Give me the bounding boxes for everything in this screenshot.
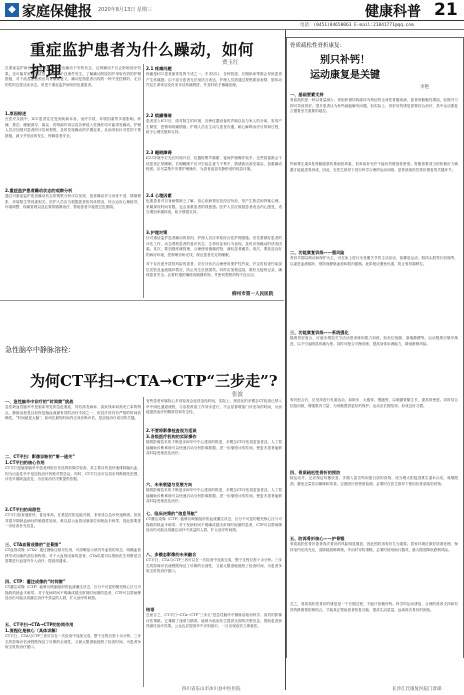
article3-paragraph: 随着骨折愈合，可逐步增加关节活动度训练和肌力训练，如坐位抬腿、靠墙静蹲等。运动强度应循序渐进，以不引起明显疼痛为度。同时可配合平衡训练，提高身体协调能力，降低跌倒风险。 bbox=[290, 336, 458, 346]
article2-paragraph: CT灌注成像（CTP）能够反映脑组织的血流灌注状态，区分不可逆的梗死核心区与可挽救的缺血半暗带。对于发病时间不明确或超出常规时间窗的患者，CTP可以帮助筛选出仍可能从再灌注治疗中获益的人群，扩大治疗时间窗。 bbox=[5, 585, 141, 601]
article1-author: 贾玉红 bbox=[222, 60, 239, 66]
article3-author: 李艳 bbox=[420, 85, 429, 90]
article2-paragraph: 总而言之，CT平扫→CTA→CTP“三步走”是急性脑卒中静脉溶栓前科学、高效的影像评估策略。它兼顾了速度与精准，能够为临床医生提供全面的决策信息，帮助患者获得最佳治疗效果。公众也应提高卒中识别意识，一旦出现症状立即就医。 bbox=[146, 613, 282, 629]
article1-paragraph: ICU环境中灯光长时间开启、仪器报警声频繁、夜间护理操作较多，这些因素都会干扰患者正常睡眠。长期睡眠不足可引起注意力不集中、情绪波动甚至谵妄，加重躁动程度。应尽量集中安排护理操作，为患者创造安静舒适的休息环境。 bbox=[146, 156, 282, 172]
article2-paragraph: CT平扫、CTA与CTP三者可以在一次检查中连续完成，整个过程仅需十余分钟。三步走的影像评估流程既保证了诊断的全面性，又最大限度地缩短了检查时间，为患者争取宝贵的治疗窗口。 bbox=[5, 634, 141, 650]
newspaper-logo-icon: ◆ bbox=[5, 3, 19, 17]
article1-affiliation: 柳州市第一人民医院 bbox=[232, 292, 274, 297]
article3-paragraph: 总之，骨质疏松性骨折的康复是一个长期过程，不能只依赖补钙。科学的运动康复、合理的营养支持和有效的跌倒预防相结合，才能真正帮助患者恢复功能，提高生活质量，远离再次骨折的困扰。 bbox=[290, 602, 458, 612]
article3-paragraph: 骨折早期以制动和保护为主，可在床上进行未受累关节的主动活动，如踝泵运动、股四头肌等长收缩等，以促进血液循环，预防深静脉血栓和肌肉萎缩。此阶段应避免负重，防止骨折端移位。 bbox=[290, 256, 458, 266]
article1-paragraph: 在重症监护病房内，患者时常表现出躁动不安的状态，这种躁动不仅会影响治疗效果，还可能导致意外拔管、坠床等不良事件发生。了解躁动的原因并采取有效的护理措施，对于改善患者预后具有重要意义。躁动是指患者出现的一种不受控制的、无目的性的过度活动状态，常见于重症监护病房的危重患者。 bbox=[5, 66, 141, 87]
article2-paragraph: 随着影像技术的不断进步和卒中中心建设的推进，多模态CT评估将更加普及。人工智能辅助诊断系统可以快速自动分析影像数据，进一步缩短评估时间，使更多患者能够及时接受规范化治疗。 bbox=[146, 440, 282, 456]
article-separator bbox=[0, 300, 284, 301]
article2-kicker: 急性脑卒中静脉溶栓： bbox=[5, 346, 75, 354]
article1-subheading: 2.3 睡眠障碍 bbox=[146, 150, 172, 155]
article3-subheading: 四、骨质疏松性骨折的预防 bbox=[290, 470, 341, 475]
article2-author: 张波 bbox=[232, 392, 244, 398]
article1-paragraph: 患者进入ICU后，面对陌生的环境、各种仪器设备的声响以及与家人的分离，容易产生紧张、恐惧和烦躁情绪。护理人员应主动与患者沟通，耐心解释治疗目的和过程，给予心理安慰和支持。 bbox=[146, 119, 282, 135]
article2-subheading: 一、急性脑卒中诊疗的“时间窗”挑战 bbox=[5, 399, 74, 404]
article1-subheading: 2.2 烦躁情绪 bbox=[146, 113, 172, 118]
article2-subheading: 二、CT平扫：影像诊断的“第一道关” bbox=[5, 454, 76, 459]
article3-paragraph: 除运动外，还应保证均衡饮食，多摄入富含钙和蛋白质的食物，适当晒太阳促进维生素D合成。戒烟限酒，避免过量饮用咖啡和浓茶。定期进行骨密度检测，必要时在医生指导下使用抗骨质疏松药物。 bbox=[290, 476, 458, 486]
article1-paragraph: 针对重症监护患者躁动的原因，护理人员应采取综合性护理措施。首先要做好患者的评估工作，动态观察患者的意识状态、生命体征和行为表现，及时识别躁动的诱发因素。其次，要加强疼痛管理，合理使用镇痛药物，减轻患者痛苦。再次，要营造良好的病房环境，控制噪音和光线，保证患者充足的睡眠。 bbox=[146, 236, 282, 257]
article1-subheading: 1.原因综述 bbox=[5, 111, 27, 116]
article1-paragraph: 对于存在意外拔管风险的患者，应在评估后合理使用保护性约束，并定时检查约束部位皮肤及血液循环情况，防止发生皮肤损伤。同时应加强巡视，做好交接班记录，确保患者安全。必要时遵医嘱使用镇静药物，并密切观察药物不良反应。 bbox=[146, 262, 282, 278]
article3-paragraph: 骨折愈合后，应坚持进行负重运动，如散步、太极拳、慢跑等，以刺激骨骼生长，提高骨密度。同时结合抗阻训练，增强肌肉力量，为骨骼提供更好的保护。运动应长期坚持，形成良好习惯。 bbox=[290, 398, 458, 408]
issue-date: 2020年8月13日 星期三 bbox=[98, 7, 152, 13]
article2-paragraph: CT血管成像（CTA）通过静脉注射对比剂，可清晰显示颅内外血管的形态，明确血管狭窄或闭塞的部位和程度。对于大血管闭塞的患者，CTA结果可以帮助医生判断是否需要进行血管内介入治疗，提高再通率。 bbox=[5, 548, 141, 564]
article1-subheading: 2.重症监护患者躁动状态的观察分析 bbox=[5, 188, 73, 193]
article1-subheading: 2.4 心理因素 bbox=[146, 193, 172, 198]
article2-paragraph: CT平扫、CTA与CTP三者可以在一次检查中连续完成，整个过程仅需十余分钟。三步走的影像评估流程既保证了诊断的全面性，又最大限度地缩短了检查时间，为患者争取宝贵的治疗窗口。 bbox=[146, 558, 282, 574]
article2-paragraph: 随着影像技术的不断进步和卒中中心建设的推进，多模态CT评估将更加普及。人工智能辅助诊断系统可以快速自动分析影像数据，进一步缩短评估时间，使更多患者能够及时接受规范化治疗。 bbox=[146, 488, 282, 504]
section-title-right: 健康科普 bbox=[365, 4, 421, 20]
article2-paragraph: 急性缺血性脑卒中是临床常见的急危重症，具有高发病率、高致残率和高死亡率的特点。静脉溶栓是目前恢复脑血流最有效的治疗手段之一，但其疗效具有严格的时间依赖性。“时间就是大脑”，如何在最短时间内完成诊断评估，是溶栓治疗成功的关键。 bbox=[5, 405, 141, 421]
article2-paragraph: CT灌注成像（CTP）能够反映脑组织的血流灌注状态，区分不可逆的梗死核心区与可挽救的缺血半暗带。对于发病时间不明确或超出常规时间窗的患者，CTP可以帮助筛选出仍可能从再灌注治疗中获益的人群，扩大治疗时间窗。 bbox=[146, 517, 282, 533]
article2-title: 为何CT平扫→CTA→CTP“三步走”? bbox=[30, 372, 278, 390]
column-divider bbox=[143, 397, 144, 687]
column-divider bbox=[143, 64, 144, 298]
article2-subheading: 八、多模态影像的未来融合 bbox=[146, 552, 197, 557]
page-number: 21 bbox=[434, 0, 458, 20]
article3-paragraph: 钙和维生素D是骨骼健康的基础营养素，但单纯补充并不能有效增加骨密度。骨骼需要适当的机械应力刺激才能促进骨形成，因此，在医生指导下进行科学合理的运动训练，是骨质疏松性骨折康复的关键环节。 bbox=[290, 162, 458, 172]
article1-paragraph: 在医疗实践中，ICU患者往往受到疾病本身、治疗手段、环境因素等多重影响。疼痛、焦虑、睡眠剥夺、谵妄、药物副作用以及各种侵入性操作均可能诱发躁动。护理人员应加强对患者的评估和观察，及时发现躁动的早期征象，从而采取针对性的干预措施，减少并发症的发生，保障患者安全。 bbox=[5, 117, 141, 138]
article1-title: 重症监护患者为什么躁动，如何护理 bbox=[30, 40, 255, 81]
article2-paragraph: CT平扫检查速度快、普及率高，在基层医院也能开展，非常适合急诊快速筛查。但其对超早期缺血病灶的敏感性较低，难以显示血管闭塞部位和缺血半暗带，因此需要进一步检查补充信息。 bbox=[5, 513, 141, 529]
article3-paragraph: 骨质疏松是一种以骨量减少、骨组织微结构破坏为特征的全身性骨骼疾病，患者骨骼脆性增加，轻微外力即可导致骨折。很多患者认为补钙就能解决问题，但实际上，骨折后的康复需要综合治疗，其中运动康复占据着至关重要的地位。 bbox=[290, 98, 458, 114]
article2-subheading: 1.CT平扫的核心作用 bbox=[5, 460, 45, 465]
contact-info: 电话：(0451)84650063 E-mail:21841771@qq.com bbox=[300, 23, 414, 28]
article2-subheading: 2.不要将影像检查视为延误 bbox=[146, 428, 197, 433]
article2-subheading: 3.各级医疗机构的实际操作 bbox=[146, 434, 197, 439]
article1-subheading: 3.护理对策 bbox=[146, 230, 168, 235]
article2-affiliation: 四川省乐山市沐川县中医医院 bbox=[182, 687, 241, 692]
article2-subheading: 2.CT平扫的局限性 bbox=[5, 507, 41, 512]
article3-kicker: 骨质疏松性骨折康复： bbox=[290, 43, 346, 49]
article2-subheading: 六、未来展望与发展方向 bbox=[146, 482, 193, 487]
article3-title-line2: 运动康复是关键 bbox=[310, 70, 380, 81]
masthead-rule bbox=[0, 20, 464, 21]
article2-subheading: 七、临床决策的“信息导航” bbox=[146, 511, 198, 516]
article3-subheading: 三、功能康复训练——系统强化 bbox=[290, 330, 349, 335]
article1-paragraph: 通过对重症监护患者躁动状态的观察分析可以发现，患者躁动多与身体不适、情绪紧张、环境陌生等因素相关。医护人员应当根据患者的具体情况，综合运用心理疏导、环境调整、疼痛管理以及必要的镇静治疗，帮助患者平稳度过危重期。 bbox=[5, 194, 141, 210]
article2-subheading: 五、CT平扫→CTA→CTP的协同作用 bbox=[5, 622, 74, 627]
masthead bbox=[0, 0, 464, 22]
article3-subheading: 五、防再骨折核心——护骨锻 bbox=[290, 536, 345, 541]
article2-subheading: 结语 bbox=[146, 607, 155, 612]
masthead-subrule bbox=[0, 29, 464, 30]
article1-paragraph: 危重患者对自身病情缺乏了解，担心疾病预后及经济负担，易产生焦虑和抑郁心理。家属探视时间有限，也会加重患者的孤独感。医护人员应鼓励患者表达内心感受，适当增加家属探视，给予情感支持。 bbox=[146, 199, 282, 215]
article3-subheading: 二、功能康复训练——强风险 bbox=[290, 250, 345, 255]
article2-subheading: 1.流程化是核心（具体详解） bbox=[5, 628, 60, 633]
section-title-left: 家庭保健报 bbox=[22, 4, 92, 20]
article3-paragraph: 骨质疏松性骨折患者再次骨折的风险明显增加，因此预防再骨折尤为重要。居家环境应做好防滑处理，保持室内光线充足，清除地面障碍物。外出时穿防滑鞋，必要时使用助行器具，最大限度降低跌倒风险。 bbox=[290, 542, 458, 552]
article3-subheading: 一、基础要素支持 bbox=[290, 92, 324, 97]
article3-title-line1: 别只补钙！ bbox=[320, 55, 370, 66]
article1-subheading: 2.1 疼痛问题 bbox=[146, 66, 172, 71]
article1-paragraph: 疼痛是ICU患者最常见的不适之一。手术切口、各种管道、长期卧床等都会导致患者产生疼痛感。由于部分患者无法用语言表达，护理人员需通过观察面部表情、肢体动作及生命体征变化来评估疼痛程度，并及时给予镇痛处理。 bbox=[146, 72, 282, 88]
article2-subheading: 三、CTA血管成像的“全景图” bbox=[5, 542, 62, 547]
article3-affiliation: 长沙江氏康复医院门诊部 bbox=[392, 687, 442, 692]
article2-paragraph: 有些患者家属担心多项检查会延误溶栓时间，实际上，规范化的多模态CT检查已纳入卒中绿色通道流程，与溶栓准备工作同步进行，不会显著增加门诊至用药时间，反而能提高治疗的精准性和安全性。 bbox=[146, 399, 282, 415]
article2-subheading: 四、CTP：灌注成像的“时间窗” bbox=[5, 579, 66, 584]
article2-paragraph: CT平扫是疑似脑卒中患者到院后首选的影像学检查。其主要目的是快速排除脑出血，因为出血性卒中是溶栓治疗的绝对禁忌证。同时，CT平扫还可以初步判断梗死范围，评估早期缺血改变，为后续治疗决策提供依据。 bbox=[5, 466, 141, 482]
